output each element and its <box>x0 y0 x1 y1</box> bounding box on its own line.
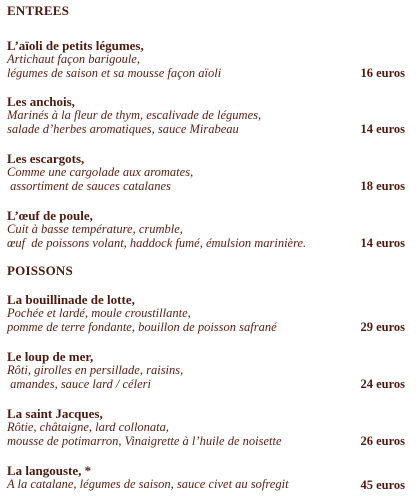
dish-description-line: amandes, sauce lard / céleri <box>7 376 151 391</box>
dish-aioli <box>7 38 413 80</box>
dish-saint-jacques <box>7 406 413 448</box>
dish-price: 14 euros <box>360 236 405 250</box>
dish-description-line: assortiment de sauces catalanes <box>7 178 171 193</box>
dish-description-line: légumes de saison et sa mousse façon aïoli <box>7 65 222 80</box>
dish-name: La bouillinade de lotte, <box>7 292 135 307</box>
dish-price: 16 euros <box>360 66 405 80</box>
dish-price: 29 euros <box>360 320 405 334</box>
dish-description-line: Rôtie, châtaigne, lard collonata, <box>7 420 170 434</box>
dish-anchois <box>7 94 413 136</box>
dish-price: 45 euros <box>360 478 405 492</box>
dish-name: L’aïoli de petits légumes, <box>7 38 144 53</box>
section-title-entrees: ENTREES <box>7 3 70 18</box>
dish-escargots <box>7 151 413 193</box>
dish-description-line: Rôti, girolles en persillade, raisins, <box>7 363 184 377</box>
dish-price: 26 euros <box>360 434 405 448</box>
dish-description-line: Marinés à la fleur de thym, escalivade de légumes, <box>7 108 262 122</box>
dish-description-line: A la catalane, légumes de saison, sauce civet au sofregit <box>7 477 289 491</box>
dish-description-line: Comme une cargolade aux aromates, <box>7 165 194 179</box>
dish-description-line: Artichaut façon barigoule, <box>7 52 140 66</box>
section-title-poissons: POISSONS <box>7 263 73 278</box>
dish-description-line: mousse de potimarron, Vinaigrette à l’huile de noisette <box>7 433 282 448</box>
dish-name: Le loup de mer, <box>7 349 94 364</box>
dish-name: L’œuf de poule, <box>7 208 93 223</box>
dish-name: Les escargots, <box>7 151 85 166</box>
dish-price: 24 euros <box>360 377 405 391</box>
dish-price: 14 euros <box>360 122 405 136</box>
dish-description-line: Cuit à basse température, crumble, <box>7 222 183 236</box>
dish-langouste <box>7 463 413 492</box>
dish-loup <box>7 349 413 391</box>
dish-description-line: pomme de terre fondante, bouillon de poisson safrané <box>7 319 277 334</box>
dish-name: Les anchois, <box>7 94 75 109</box>
dish-description-line: salade d’herbes aromatiques, sauce Mirabeau <box>7 121 239 136</box>
dish-description-line: Pochée et lardé, moule croustillante, <box>7 306 191 320</box>
dish-name: La langouste, * <box>7 463 92 478</box>
dish-oeuf <box>7 208 413 250</box>
dish-description-line: œuf de poissons volant, haddock fumé, émulsion marinière. <box>7 235 307 250</box>
dish-price: 18 euros <box>360 179 405 193</box>
dish-bouillinade <box>7 292 413 334</box>
dish-name: La saint Jacques, <box>7 406 103 421</box>
